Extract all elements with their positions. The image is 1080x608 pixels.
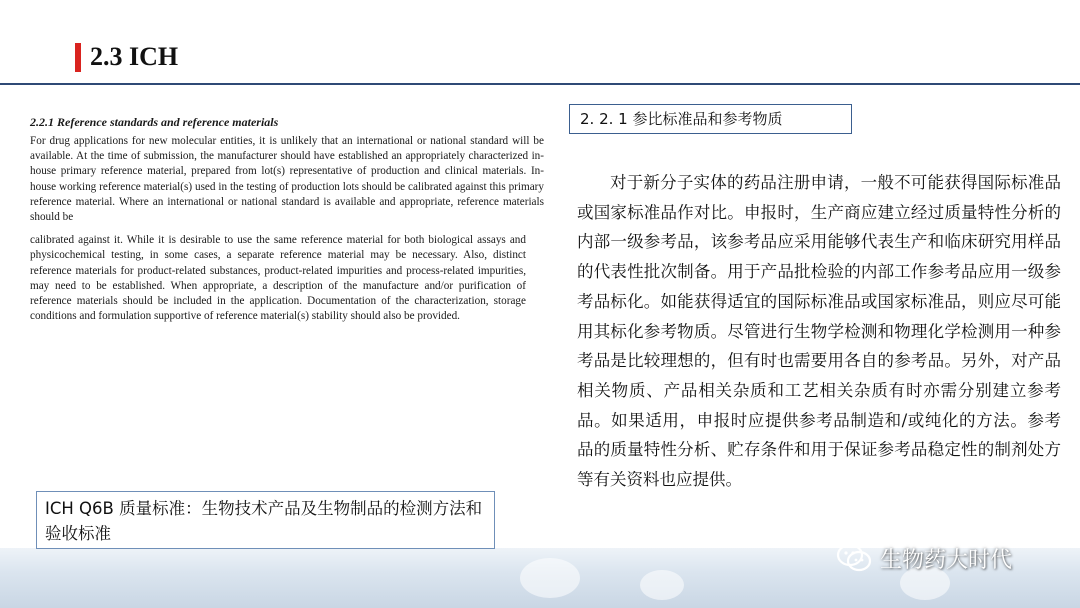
english-paragraph-1: For drug applications for new molecular entities, it is unlikely that an international or national standard will be available. At the time of submission, the manufacturer should have established an appropriately characterized in-house primary reference material, prepared from lot(s) representative of production and clinical materials. In-house working reference material(s) used in the testing of production lots should be calibrated against this primary reference material. Where an international or national standard is available and appropriate, reference materials should be xyxy=(30,135,544,224)
title-accent-bar xyxy=(75,43,81,72)
watermark xyxy=(836,538,1012,578)
decorative-bubble xyxy=(520,558,580,598)
watermark-text: 生物药大时代 xyxy=(880,547,1013,573)
english-source-text xyxy=(30,115,544,324)
wechat-icon xyxy=(836,543,872,573)
title-divider xyxy=(0,83,1080,85)
english-paragraph-2: calibrated against it. While it is desirable to use the same reference material for both biological assays and physicochemical testing, in some cases, a separate reference material may be necessary. Also, distinct reference materials for product-related substances, product-related impurities and process-related impurities, may need to be established. When appropriate, a description of the manufacture and/or purification of reference materials should be included in the application. Documentation of the characterization, storage conditions and formulation supportive of reference material(s) stability should also be provided. xyxy=(30,234,526,323)
english-section-heading: 2.2.1 Reference standards and reference materials xyxy=(30,115,279,129)
chinese-translation-body: 对于新分子实体的药品注册申请，一般不可能获得国际标准品或国家标准品作对比。申报时，生产商应建立经过质量特性分析的内部一级参考品，该参考品应采用能够代表生产和临床研究用样品的代表性批次制备。用于产品批检验的内部工作参考品应用一级参考品标化。如能获得适宜的国际标准品或国家标准品，则应尽可能用其标化参考物质。尽管进行生物学检测和物理化学检测用一种参考品是比较理想的，但有时也需要用各自的参考品。另外，对产品相关物质、产品相关杂质和工艺相关杂质有时亦需分别建立参考品。如果适用，申报时应提供参考品制造和/或纯化的方法。参考品的质量特性分析、贮存条件和用于保证参考品稳定性的制剂处方等有关资料也应提供。 xyxy=(577,173,1061,490)
source-caption: ICH Q6B 质量标准：生物技术产品及生物制品的检测方法和验收标准 xyxy=(36,491,495,549)
slide-title: 2.3 ICH xyxy=(90,42,179,71)
chinese-section-heading: 2. 2. 1 参比标准品和参考物质 xyxy=(569,104,852,134)
decorative-bubble xyxy=(640,570,684,600)
